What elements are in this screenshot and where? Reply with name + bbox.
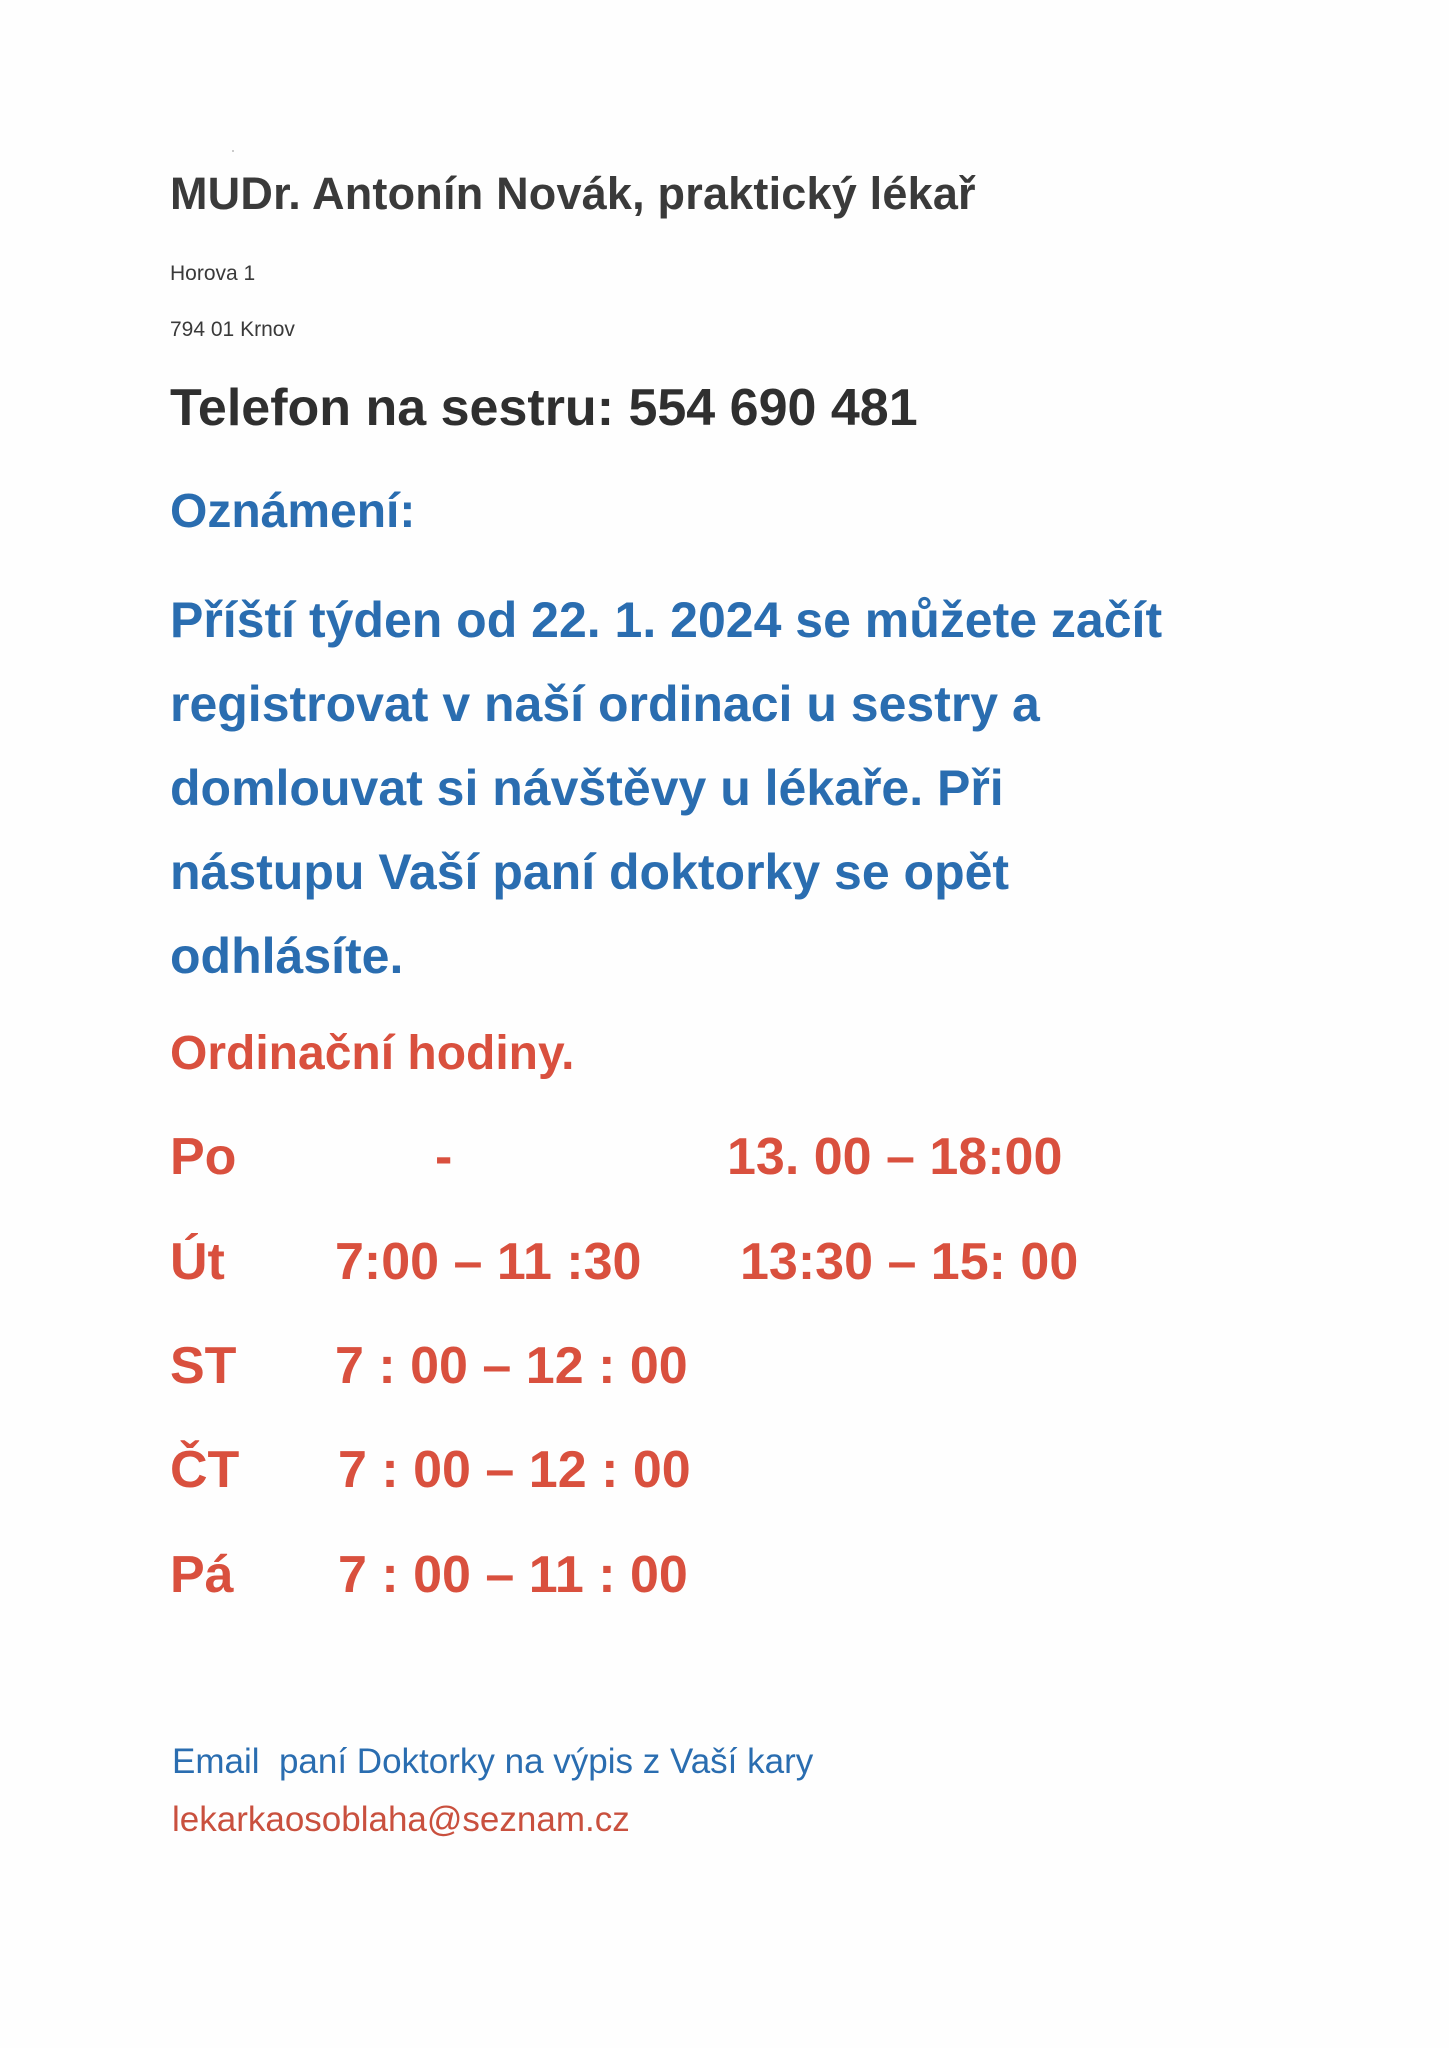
nurse-phone: Telefon na sestru: 554 690 481 [170,379,918,437]
day-label: Pá [170,1546,234,1604]
office-hours-row-wednesday [170,1336,1270,1406]
afternoon-hours: 13:30 – 15: 00 [740,1233,1079,1291]
office-hours-row-monday [170,1127,1270,1197]
notice-line: Příští týden od 22. 1. 2024 se můžete začít [170,592,1163,648]
notice-heading: Oznámení: [170,485,416,538]
day-label: Út [170,1233,225,1291]
address-street: Horova 1 [170,262,256,285]
email-address: lekarkaosoblaha@seznam.cz [172,1800,630,1839]
morning-hours: 7 : 00 – 12 : 00 [335,1337,688,1395]
day-label: ST [170,1337,237,1395]
notice-line: nástupu Vaší paní doktorky se opět [170,844,1010,900]
notice-line: odhlásíte. [170,928,404,984]
day-label: ČT [170,1441,240,1499]
office-hours-heading: Ordinační hodiny. [170,1027,575,1080]
morning-hours: - [435,1128,453,1186]
notice-body [170,578,1340,998]
office-hours-row-tuesday [170,1232,1270,1302]
address-city: 794 01 Krnov [170,318,295,341]
doctor-name: MUDr. Antonín Novák, praktický lékař [170,168,976,219]
office-hours-row-friday [170,1545,1270,1615]
email-label: Email paní Doktorky na výpis z Vaší kary [172,1742,814,1781]
morning-hours: 7 : 00 – 11 : 00 [338,1546,688,1604]
scan-speck [232,150,234,152]
day-label: Po [170,1128,237,1186]
afternoon-hours: 13. 00 – 18:00 [727,1128,1063,1186]
notice-line: domlouvat si návštěvy u lékaře. Při [170,760,1004,816]
morning-hours: 7:00 – 11 :30 [335,1233,642,1291]
morning-hours: 7 : 00 – 12 : 00 [338,1441,691,1499]
notice-line: registrovat v naší ordinaci u sestry a [170,676,1040,732]
office-hours-row-thursday [170,1440,1270,1510]
